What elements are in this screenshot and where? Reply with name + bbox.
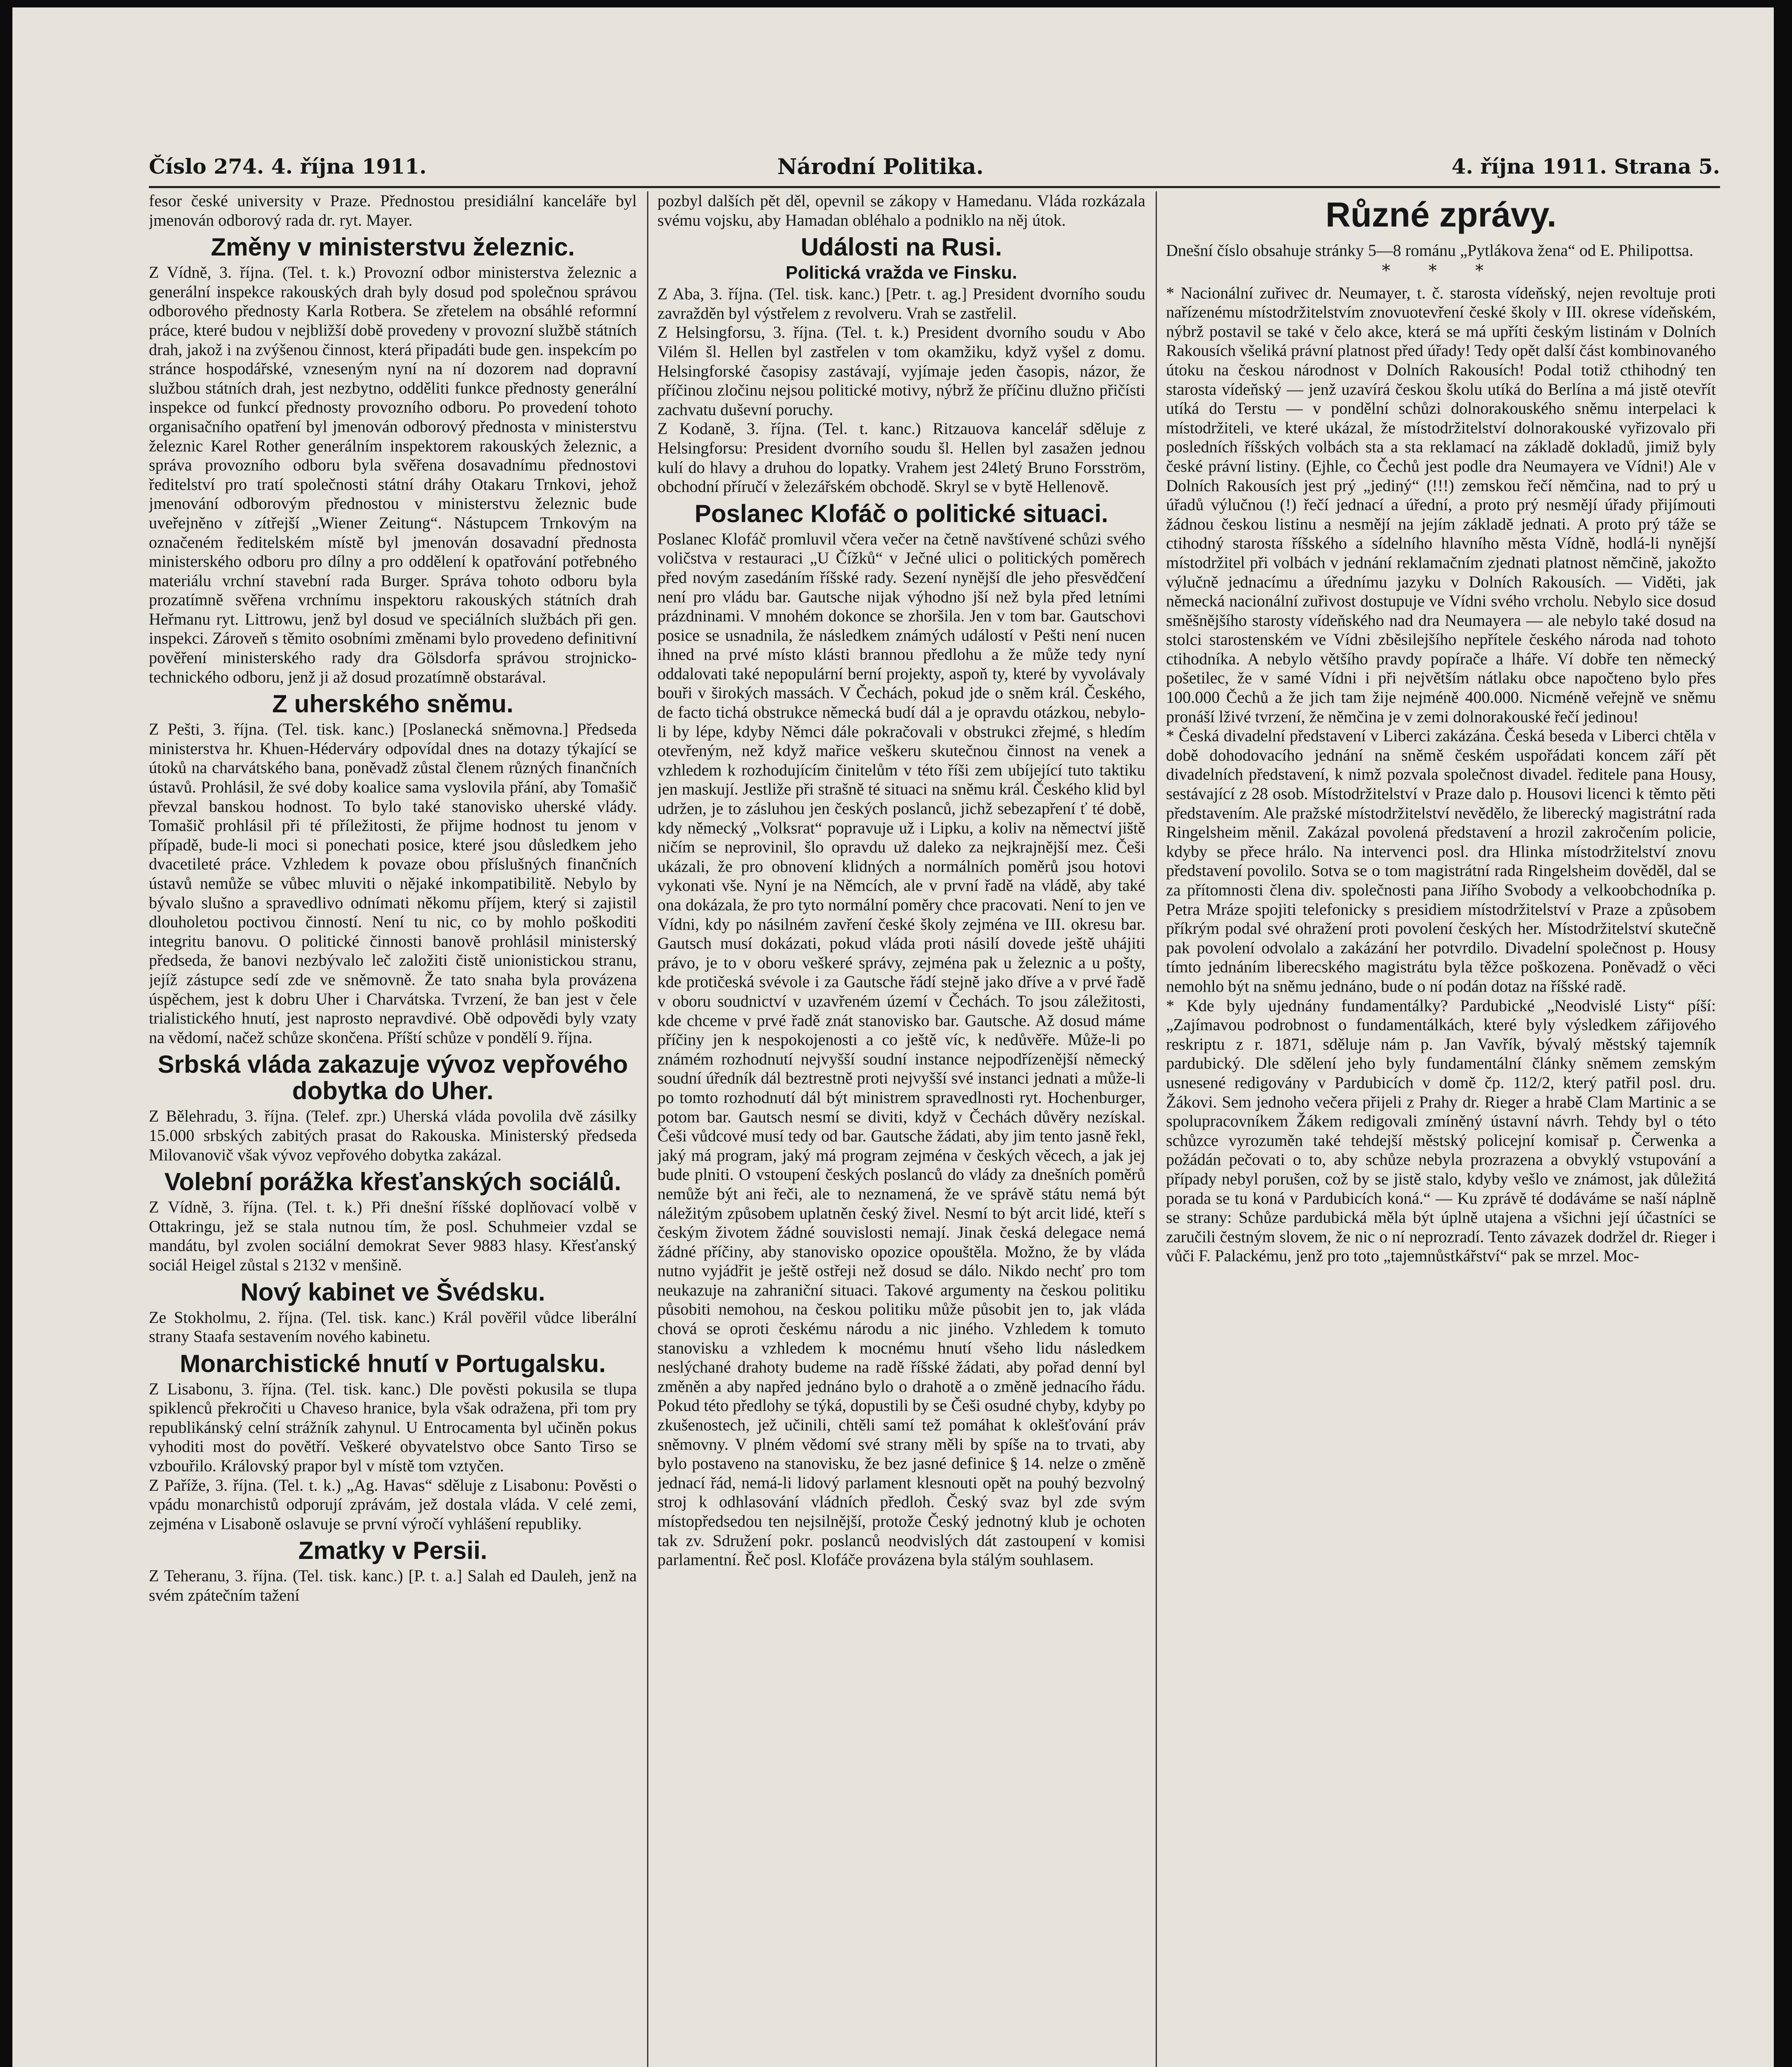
article-headline: Z uherského sněmu. — [272, 690, 514, 718]
column-1 — [149, 191, 637, 2067]
section-intro: Dnešní číslo obsahuje stránky 5—8 románu „Pytlákova žena“ od E. Philipottsa. — [1166, 241, 1694, 260]
article-subheadline: Politická vražda ve Finsku. — [785, 263, 1017, 283]
article-body: Z Vídně, 3. října. (Tel. t. k.) Při dnešní říšské doplňovací volbě v Ottakringu, jež se stala nutnou tím, že posl. Schuhmeier vzdal se mandátu, byl zvolen sociální demokrat Sever 9883 hlasy. Křesťanský sociál Heigel zůstal s 2132 v menšině. — [149, 1198, 637, 1274]
article-body: Z Kodaně, 3. října. (Tel. t. kanc.) Ritzauova kancelář sděluje z Helsingforsu: President dvorního soudu šl. Hellen byl zasažen jednou kulí do hlavy a druhou do lopatky. Vrahem jest 24letý Bruno Forsström, obchodní příručí v železářském obchodě. Skryl se v bytě Hellenově. — [657, 419, 1145, 496]
header-rule — [149, 186, 1720, 188]
page-header — [149, 154, 1720, 183]
newspaper-page — [12, 7, 1774, 2067]
article-body: Z Paříže, 3. října. (Tel. t. k.) „Ag. Havas“ sděluje z Lisabonu: Pověsti o vpádu monarchistů odporují zprávám, jež dostala vláda. V celé zemi, zejména v Lisaboně oslavuje se první výročí vyhlášení republiky. — [149, 1475, 637, 1533]
column-divider — [1156, 191, 1157, 2067]
article-body: Z Helsingforsu, 3. října. (Tel. t. k.) President dvorního soudu v Abo Vilém šl. Hellen byl zastřelen v tom okamžiku, když vyšel z domu. Helsingforské časopisy zastávají, vyjímaje jeden časopis, názor, že příčinou zločinu nejsou politické motivy, nýbrž že příčinu dlužno přičísti zachvatu duševní poruchy. — [657, 323, 1145, 419]
continued-paragraph: fesor české university v Praze. Přednostou presidiální kanceláře byl jmenován odborový rada dr. ryt. Mayer. — [149, 191, 637, 229]
article-body: Ze Stokholmu, 2. října. (Tel. tisk. kanc.) Král pověřil vůdce liberální strany Staafa sestavením nového kabinetu. — [149, 1308, 637, 1346]
article-headline: Zmatky v Persii. — [298, 1537, 487, 1565]
article-headline: Monarchistické hnutí v Portugalsku. — [179, 1349, 606, 1377]
news-item: * Kde byly ujednány fundamentálky? Pardubické „Neodvislé Listy“ píší: „Zajímavou podrobnost o fundamentálkách, které byly výsledkem zářijového reskriptu z r. 1871, sděluje nám p. Jan Vavřík, bývalý městský tajemník pardubický. Dle sdělení jeho byly fundamentální články sněmem zemským usnesené redigovány v Pardubicích v domě čp. 112/2, který patřil posl. dru. Žákovi. Sem jednoho večera přijeli z Prahy dr. Rieger a hrabě Clam Martinic a se spolupracovníkem Žákem redigovali zmíněný ústavní návrh. Tehdy byl o této schůzce vyrozuměn také tehdejší městský policejní komisař p. Čerwenka a požádán pečovati o to, aby schůze nebyla prozrazena a obvyklý vstupování a případy nebyl porušen, což by se jistě stalo, kdyby vešlo ve známost, jak důležitá porada se tu koná v Pardubicích koná.“ — Ku zprávě té dodáváme se naší náplně se strany: Schůze pardubická měla být úplně utajena a všichni její účastníci se zaručili čestným slovem, že nic o ní neprozradí. Tento závazek dodržel dr. Rieger i vůči F. Palackému, jenž pro toto „tajemnůstkářství“ pak se mrzel. Moc- — [1166, 996, 1716, 1265]
column-2 — [657, 191, 1145, 2067]
column-3 — [1166, 191, 1716, 2067]
column-divider — [647, 191, 648, 2067]
ornament-divider: * * * — [1382, 261, 1500, 280]
news-item: * Nacionální zuřivec dr. Neumayer, t. č. starosta vídeňský, nejen revoltuje proti nařízenému místodržitelstvím znovuotevření české školy v III. okrese vídeňském, nýbrž postavil se také v čelo akce, která se má upříti českým listinám v Dolních Rakousích všeliká právní platnost před úřady! Tedy opět další část kombinovaného útoku na českou národnost v Dolních Rakousích! Podal totiž cthihodný ten starosta vídeňský — jenž uzavírá českou školu utíká do Berlína a má jistě otevřít utíká do Terstu — v pondělní schůzi dolnorakouského sněmu interpelaci k místodržiteli, ve které ukázal, že místodržitelství dolnorakouské vyřizovalo při posledních říšských volbách sta a sta reklamací na základě dokladů, jimiž byly české právní listiny. (Ejhle, co Čechů jest podle dra Neumayera ve Vídni!) Ale v Dolních Rakousích jest prý „jediný“ (!!!) zemskou řečí němčina, nad to prý u úřadů výlučnou (!) řečí jednací a úřední, a proto prý nesmějí úřady přijímouti žádnou českou listinu a nesmějí na jejím základě jednati. A proto prý táže se ctihodný starosta říšského a sídelního hlavního města Vídně, hodlá-li nynější místodržitel při volbách v jednání reklamačním zjednati platnost němčině, jakožto výlučně jednacímu a úřednímu jazyku v Dolních Rakousích. — Viděti, jak německá nacionální zuřivost dostupuje ve Vídni svého vrcholu. Nebylo sice dosud směšnějšího starosty vídeňského nad dra Neumayera — ale nebylo také dosud na stolci starostenském ve Vídni zběsilejšího nepřítele českého národa nad tohoto ctihodníka. A nebylo většího pravdy popírače a lháře. Ví dobře ten německý pošetilec, že v samé Vídni i při největším nátlaku obce napočteno bylo přes 100.000 Čechů a že jich tam žije nejméně 400.000. Nicméně veřejně ve sněmu pronáší lživé tvrzení, že němčina je v zemi dolnorakouské řečí jedinou! — [1166, 283, 1716, 726]
article-body: Z Lisabonu, 3. října. (Tel. tisk. kanc.) Dle pověsti pokusila se tlupa spiklenců překročiti u Chaveso hranice, byla však odražena, při tom pry republikánský celní strážník zahynul. U Entrocamenta byl učiněn pokus vyhoditi most do povětří. Veškeré obyvatelstvo obce Santo Tirso se vzbouřilo. Královský prapor byl v místě tom vztyčen. — [149, 1379, 637, 1475]
article-headline: Události na Rusi. — [800, 233, 1002, 261]
article-body: Z Pešti, 3. října. (Tel. tisk. kanc.) [Poslanecká sněmovna.] Předseda ministerstva hr. Khuen-Héderváry odpovídal dnes na dotazy týkající se útoků na charvátského bana, poněvadž zůstal členem různých finančních ústavů. Prohlásil, že své doby koalice sama vyslovila přání, aby Tomašič převzal banskou hodnost. To bylo také stanovisko uherské vlády. Tomašič prohlásil při té příležitosti, že přijme hodnost tu jenom v případě, bude-li moci si ponechati posice, které jsou důsledkem jeho dvacetileté práce. Vzhledem k povaze obou příslušných finančních ústavů nemůže se vůbec mluviti o nějaké inkompatibilitě. Nebylo by bývalo slušno a spravedlivo odnímati někomu příjem, který si zajistil dlouholetou poctivou činností. Není tu nic, co by mohlo poškoditi integritu banovu. O politické činnosti banově prohlásil ministerský předseda, že banovi nezbývalo leč založiti čistě unionistickou stranu, jejíž zástupce sedí zde ve sněmovně. Že tato snaha byla provázena úspěchem, jest k dobru Uher i Charvátska. Tvrzení, že ban jest v čele trialistického hnutí, jest naprosto nepravdivé. Obě odpovědi byly vzaty na vědomí, načež schůze skončena. Příští schůze v pondělí 9. října. — [149, 720, 637, 1047]
continued-paragraph: pozbyl dalších pět děl, opevnil se zákopy v Hamedanu. Vláda rozkázala svému vojsku, aby Hamadan obléhalo a podniklo na něj útok. — [657, 191, 1145, 229]
article-body: Z Bělehradu, 3. října. (Telef. zpr.) Uherská vláda povolila dvě zásilky 15.000 srbských zabitých prasat do Rakouska. Ministerský předseda Milovanovič však vývoz vepřového dobytka zakázal. — [149, 1107, 637, 1164]
article-body: Z Vídně, 3. října. (Tel. t. k.) Provozní odbor ministerstva železnic a generální inspekce rakouských drah byly dosud pod společnou správou odborového přednosty Karla Rotbera. Se zřetelem na obsáhlé reformní práce, které budou v nejbližší době provedeny v provozní službě státních drah, jakož i na zvýšenou činnost, která připadáti bude gen. inspekcím po stránce hospodářské, vzneseným nyní na ní dozorem nad dopravní službou státních drah, jest nezbytno, odděliti funkce přednosty generální inspekce od funkcí přednosty provozního odboru. Po provedení tohoto organisačního opatření byl jmenován odborový přednosta v ministerstvu železnic Karel Rother generálním inspektorem rakouských železnic, a správa provozního odboru byla svěřena dosavadnímu přednostovi ředitelství pro tratí společnosti státní dráhy Otakaru Trnkovi, jehož jmenování odborovým přednostou v ministerstvu železnic bude uveřejněno v zítřejší „Wiener Zeitung“. Nástupcem Trnkovým na označeném ředitelském místě byl jmenován dosavadní přednosta ministerského odboru pro dílny a pro oddělení k opatřování potřebného materiálu vrchní stavební rada Burger. Správa tohoto odboru byla prozatímně svěřena vrchnímu inspektoru rakouských státních drah Heřmanu ryt. Littrowu, jenž byl dosud ve speciálních službách při gen. inspekci. Zároveň s těmito osobními změnami bylo provedeno definitivní pověření ministerského rady dra Gölsdorfa správou strojnicko-technického odboru, jenž ji až dosud prozatímně obstarával. — [149, 263, 637, 686]
article-headline: Volební porážka křesťanských sociálů. — [164, 1168, 621, 1196]
news-item: * Česká divadelní představení v Liberci zakázána. Česká beseda v Liberci chtěla v době dohodovacího jednání na sněmě českém uspořádati koncem září pět divadelních představení, k nimž pozvala společnost divadel. ředitele pana Housy, sestávající z 28 osob. Místodržitelství v Praze dalo p. Housovi licenci k těmto pěti představením. Ale pražské místodržitelství nevědělo, že liberecký magistrátní rada Ringelsheim měnil. Zakázal povolená představení a hrozil zakročením policie, kdyby se přece hrálo. Na intervenci posl. dra Hlinka místodržitelství znovu představení povolilo. Sotva se o tom magistrátní rada Ringelsheim dověděl, dal se za přítomnosti člena div. společnosti pana Jiřího Svobody a velkoobchodníka p. Petra Mráze spojiti telefonicky s presidiem místodržitelství v Praze a způsobem příkrým podal své ohražení proti povolení českých her. Místodržitelství skutečně pak povolení odvolalo a zakázání her potvrdilo. Divadelní společnost p. Housy tímto jednáním liberecského magistrátu byla těžce poškozena. Poněvadž o věci nemohlo být na sněmu jednáno, bude o ní podán dotaz na říšské radě. — [1166, 726, 1716, 995]
article-headline: Srbská vláda zakazuje vývoz vepřového dobytka do Uher. — [158, 1050, 628, 1105]
article-body: Z Aba, 3. října. (Tel. tisk. kanc.) [Petr. t. ag.] President dvorního soudu zavražděn byl výstřelem z revolveru. Vrah se zastřelil. — [657, 284, 1145, 322]
article-headline: Poslanec Klofáč o politické situaci. — [694, 499, 1109, 527]
article-body: Z Teheranu, 3. října. (Tel. tisk. kanc.) [P. t. a.] Salah ed Dauleh, jenž na svém zpátečním tažení — [149, 1566, 637, 1605]
date-page-number: 4. října 1911. Strana 5. — [1451, 154, 1720, 179]
issue-number: Číslo 274. 4. října 1911. — [149, 154, 427, 179]
article-headline: Nový kabinet ve Švédsku. — [240, 1278, 545, 1306]
article-headline: Změny v ministerstvu železnic. — [210, 233, 575, 261]
section-title: Různé zprávy. — [1325, 195, 1557, 234]
masthead-title: Národní Politika. — [777, 154, 984, 179]
article-body: Poslanec Klofáč promluvil včera večer na četně navštívené schůzi svého voličstva v restauraci „U Čížků“ v Ječné ulici o politických poměrech před novým zasedáním říšské rady. Sezení nynější dle jeho přesvědčení není pro vládu bar. Gautsche nijak výhodno jší než byla před letními prázdninami. V mnohém dokonce se zhoršila. Jen v tom bar. Gautschovi posice se usnadnila, že následkem známých událostí v Pešti není nucen ihned na prvé místo klásti brannou předlohu a že může tedy nyní oddalovati také nepopulární berní projekty, aspoň ty, které by vyvolávaly bouři v širokých massách. V Čechách, pokud jde o sněm král. Českého, de facto tichá obstrukce německá budí dál a je opravdu otázkou, nebylo-li by lépe, kdyby Němci dále pokračovali v obstrukci zřejmé, s hledím otevřeným, než když mařice veškeru skutečnou činnost na venek a vzhledem k rozhodujícím činitelům v této říši zem ubíjející tuto taktiku jen maskují. Jestliže při strašně té situaci na sněmu král. Českého klid byl udržen, je to zásluhou jen českých poslanců, jichž sebezapření ť té době, kdy německý „Volksrat“ popravuje už i Lipku, a koliv na němectví jiště ničím se neprovinil, šlo opravdu už daleko za nejkrajnější mez. Češi ukázali, že pro obnovení klidných a normálních poměrů jsou hotovi vykonati vše. Nyní je na Němcích, ale v první řadě na vládě, aby také ona dokázala, že pro tyto normální poměry chce pracovati. Není to jen ve Vídni, kdy po násilném zavření české školy zejména ve III. okresu bar. Gautsch musí dokázati, pokud vláda proti násilí dovede ještě uhájiti právo, je to v oboru veškeré správy, zejména pak u železnic a u pošty, kde protičeská svévole i za Gautsche řádí stejně jako dříve a v prvé řadě v oboru soudnictví v uzavřeném území v Čechách. To jsou záležitosti, kde chceme v prvé řadě znát stanovisko bar. Gautsche. Až dosud máme příčiny jen k nespokojenosti a co ještě víc, k nedůvěře. Může-li po známém rozhodnutí nejvyšší soudní instance nejpodřízenější německý soudní úředník dál beztrestně proti nejvyšší své instanci jednati a může-li po tomto rozhodnutí dál být ministrem spravedlnosti ryt. Hochenburger, potom bar. Gautsch nesmí se diviti, když v Čechách důvěry nezískal. Češi vůdcové musí tedy od bar. Gautsche žádati, aby jim tento jasně řekl, jaký má program, jaký má program zejména v českých věcech, a jak jej bude plniti. O vstoupení českých poslanců do vlády za dnešních poměrů nemůže být ani řeči, ale to neznamená, že ve správě státu nemá být náležitým způsobem uplatněn český živel. Nesmí to být arcit lidé, kteří s českým životem žádné souvislosti nemají. Jinak česká delegace nemá žádné příčiny, aby stanovisko opozice opouštěla. Možno, že by vláda nutno vyjádřit je ještě ostřeji než dosud se dálo. Nikdo nechť pro tom neukazuje na zahraniční situaci. Takové argumenty na českou politiku působiti nemohou, na českou politiku může působit jen to, jak vláda chová se oproti českému národu a nic jiného. Vzhledem k tomuto stanovisku a vzhledem k mocnému hnutí všeho lidu následkem neslýchané drahoty budeme na radě říšské žádati, aby pořad denní byl změněn a aby napřed jednáno bylo o drahotě a o změně jednacího řádu. Pokud této předlohy se týká, dopustili by se Češi osudné chyby, kdyby po zkušenostech, jež učinili, chtěli samí tež pomáhat k oklešťování práv sněmovny. V plném vědomí své strany měli by spíše na to trvati, aby bylo postaveno na stanovisku, že bez jasné definice § 14. nelze o změně jednací řád, nemá-li lidový parlament klesnouti opět na pouhý bezvolný stroj k odhlasování vládních předloh. Český svaz byl zde svým místopředsedou ten nejsilnější, protože Český jednotný klub je ochoten tak zv. Sdružení pokr. poslanců neodvislých dát zastoupení v komisi parlamentní. Řeč posl. Klofáče provázena byla stálým souhlasem. — [657, 529, 1145, 1569]
